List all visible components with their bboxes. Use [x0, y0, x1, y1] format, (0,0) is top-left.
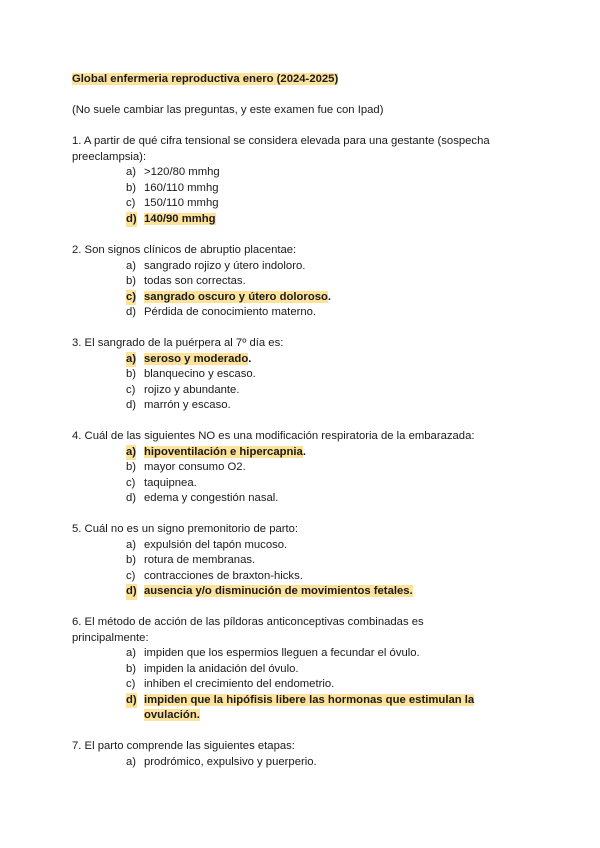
- option-c: c) rojizo y abundante.: [126, 383, 240, 396]
- option-d: d) edema y congestión nasal.: [126, 492, 279, 504]
- option-b: b) blanquecino y escaso.: [126, 368, 256, 380]
- option-b: b) todas son correctas.: [126, 275, 246, 287]
- options-list: [72, 165, 542, 227]
- option-a: a) sangrado rojizo y útero indoloro.: [126, 259, 306, 272]
- document-title: [72, 72, 338, 88]
- options-list: [72, 538, 542, 600]
- options-list: [72, 646, 475, 724]
- option-c: c) 150/110 mmhg: [126, 197, 219, 209]
- option-a: a) expulsión del tapón mucoso.: [126, 538, 288, 551]
- option-d-correct: d) 140/90 mmhg: [72, 212, 542, 228]
- question-stem: 5. Cuál no es un signo premonitorio de parto:: [72, 523, 299, 535]
- question-stem: 2. Son signos clínicos de abruptio placentae:: [72, 244, 297, 256]
- question-1: [72, 134, 542, 227]
- question-stem: 6. El método de acción de las píldoras anticonceptivas combinadas es principalmente:: [72, 616, 424, 644]
- option-a-correct: a) seroso y moderado.: [72, 352, 542, 368]
- option-c: c) inhiben el crecimiento del endometrio.: [126, 678, 335, 690]
- option-d: d) Pérdida de conocimiento materno.: [126, 306, 317, 318]
- option-a: a) impiden que los espermios lleguen a fecundar el óvulo.: [126, 647, 420, 659]
- question-stem: 3. El sangrado de la puérpera al 7º día es:: [72, 337, 284, 349]
- options-list: [72, 259, 542, 321]
- option-d-correct: d) ausencia y/o disminución de movimientos fetales.: [72, 584, 542, 600]
- question-2: [72, 243, 542, 321]
- option-b: b) rotura de membranas.: [126, 554, 256, 566]
- option-d: d) marrón y escaso.: [126, 399, 231, 411]
- option-b: b) 160/110 mmhg: [126, 181, 219, 194]
- question-stem: 4. Cuál de las siguientes NO es una modificación respiratoria de la embarazada:: [72, 430, 475, 442]
- option-d-correct: d) impiden que la hipófisis libere las hormonas que estimulan la ovulación.: [126, 693, 475, 721]
- question-stem: 7. El parto comprende las siguientes etapas:: [72, 740, 295, 752]
- option-a: a) >120/80 mmhg: [126, 166, 220, 178]
- question-6: [72, 615, 475, 724]
- option-b: b) mayor consumo O2.: [126, 461, 246, 473]
- document-subtitle: (No suele cambiar las preguntas, y este examen fue con Ipad): [72, 104, 384, 116]
- option-b: b) impiden la anidación del óvulo.: [126, 662, 299, 675]
- question-4: [72, 429, 552, 507]
- options-list: [72, 352, 542, 414]
- options-list: [72, 755, 542, 771]
- option-c: c) contracciones de braxton-hicks.: [126, 569, 303, 582]
- option-a-correct: a) hipoventilación e hipercapnia.: [72, 445, 552, 461]
- question-stem: 1. A partir de qué cifra tensional se considera elevada para una gestante (sospecha preeclampsia):: [72, 135, 490, 163]
- document-title-text: Global enfermeria reproductiva enero (2024-2025): [72, 73, 339, 85]
- option-c-correct: c) sangrado oscuro y útero doloroso.: [72, 290, 542, 306]
- options-list: [72, 445, 552, 507]
- option-a: a) prodrómico, expulsivo y puerperio.: [126, 755, 317, 768]
- question-7: [72, 739, 542, 770]
- question-3: [72, 336, 542, 414]
- question-5: [72, 522, 542, 600]
- option-c: c) taquipnea.: [126, 476, 197, 489]
